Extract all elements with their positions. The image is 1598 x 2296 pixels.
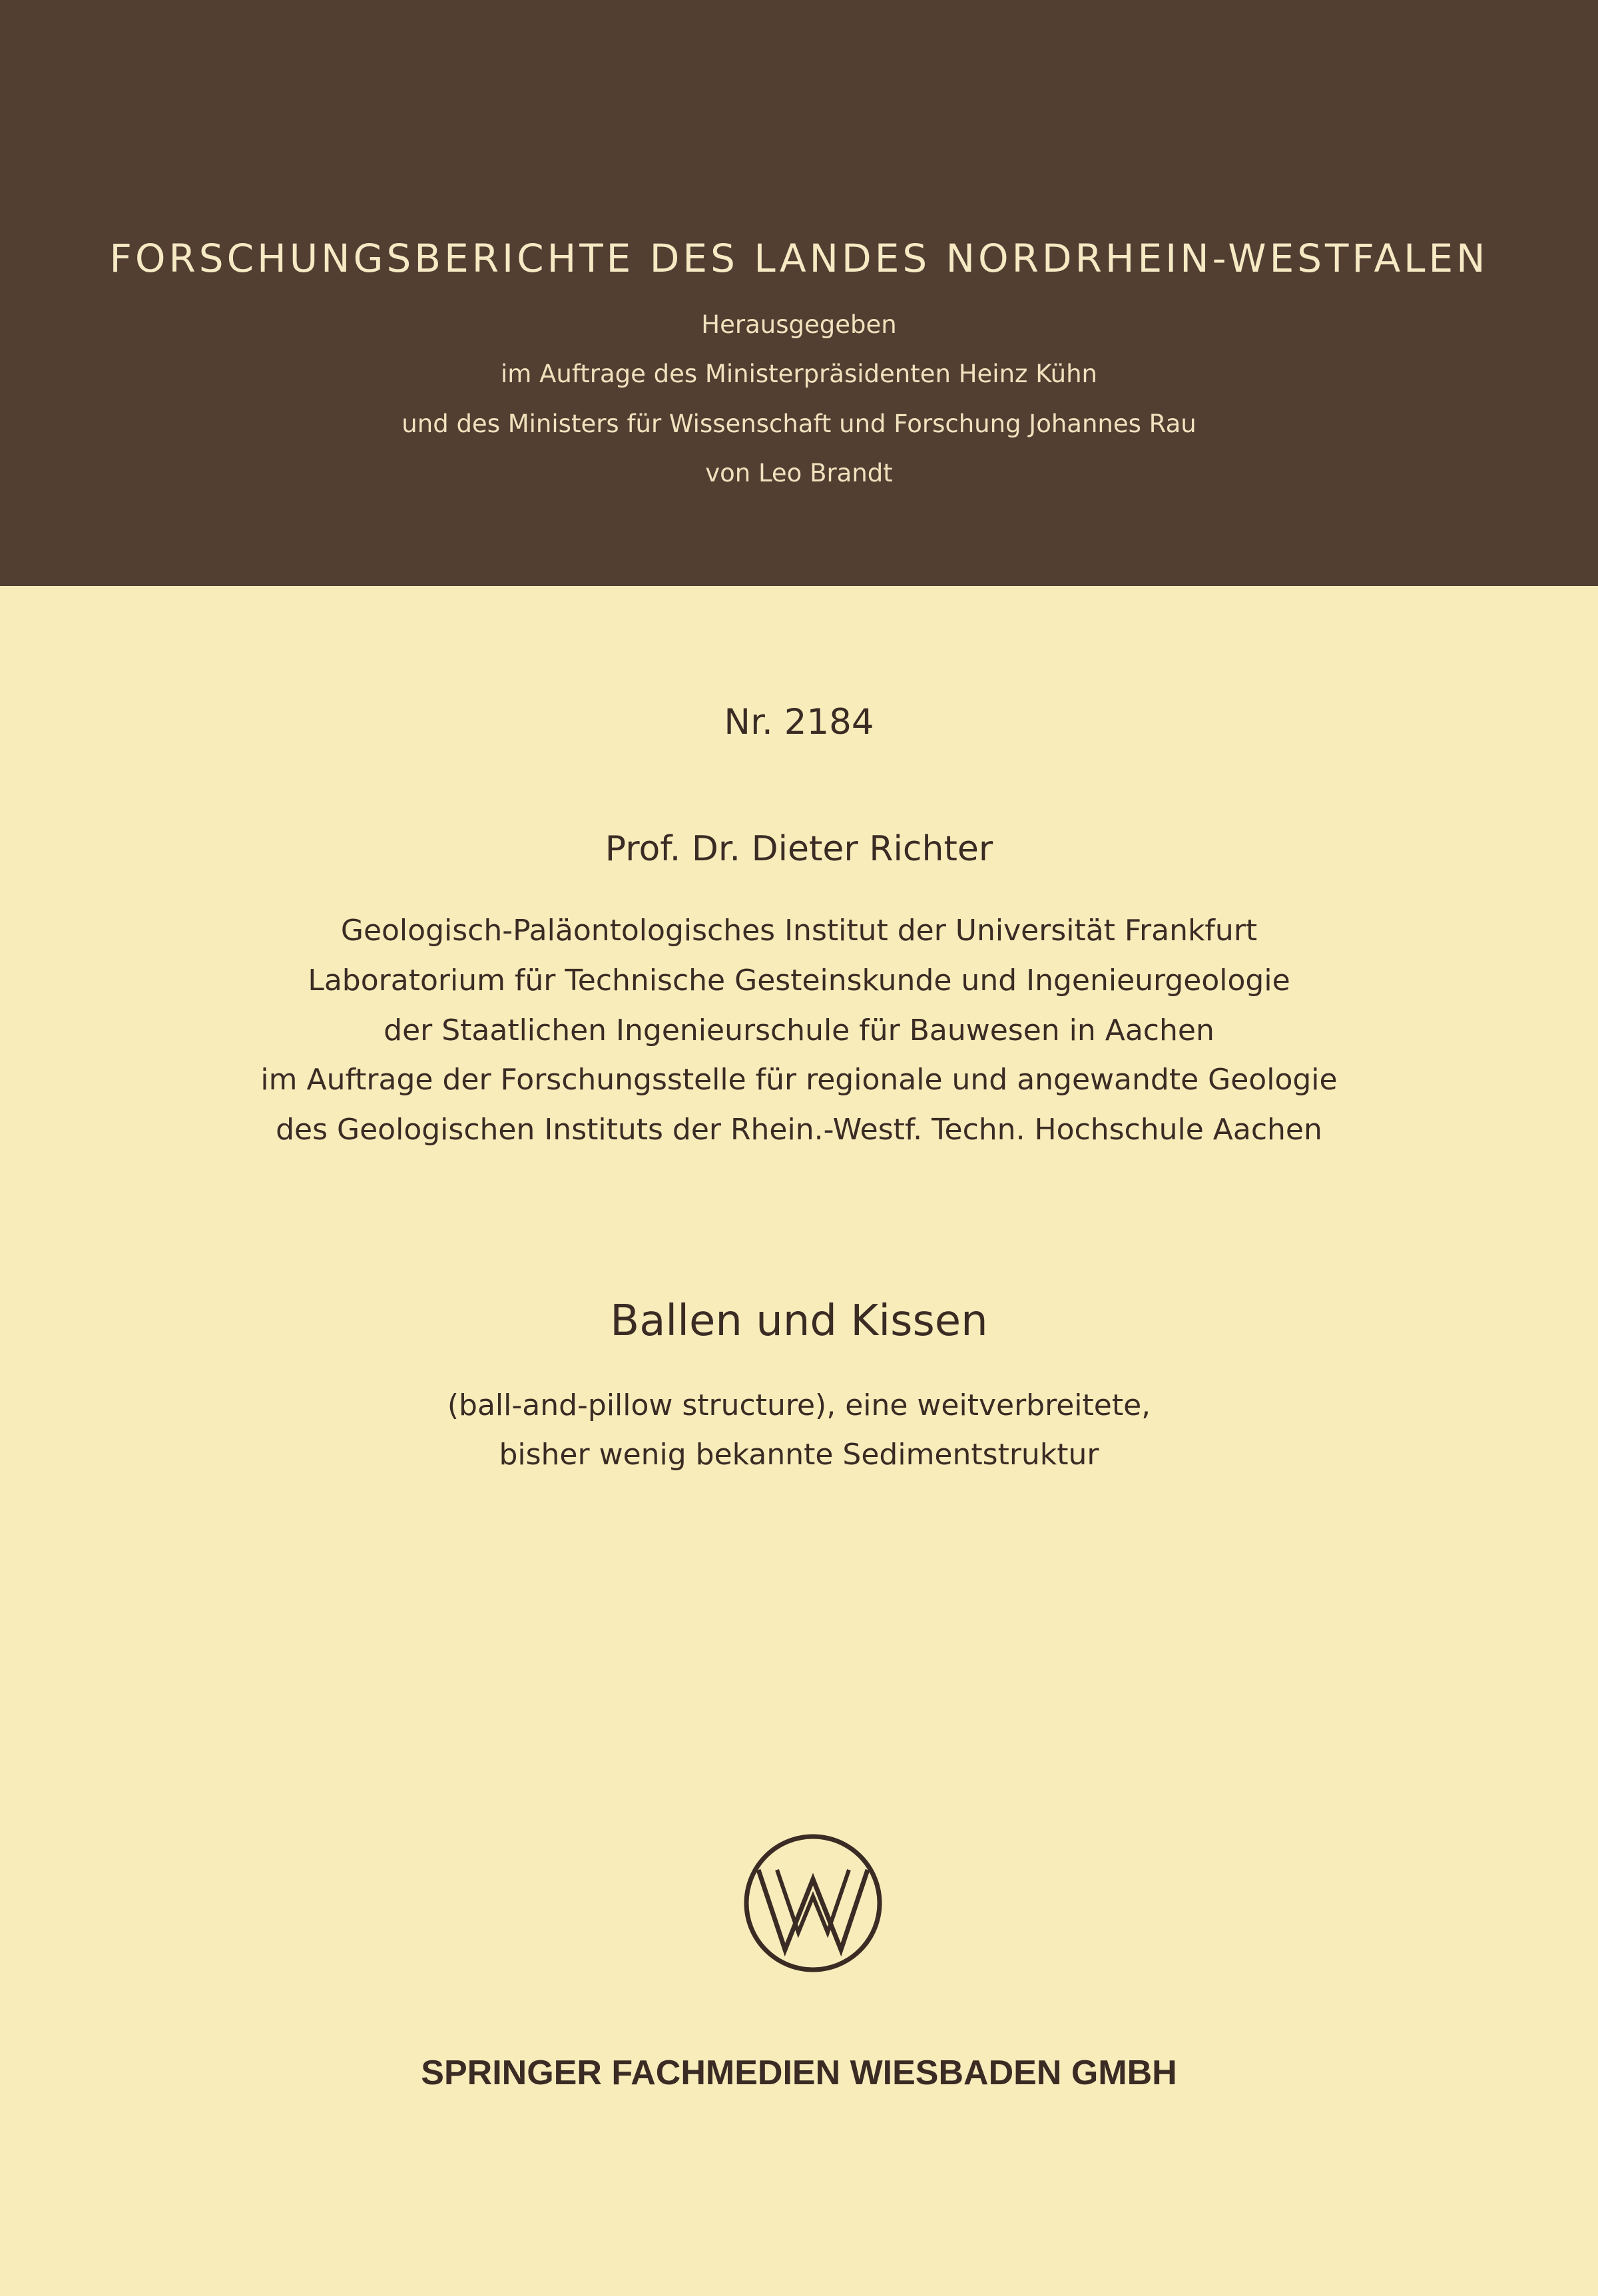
affiliation-line: Geologisch-Paläontologisches Institut der Universität Frankfurt (340, 914, 1258, 948)
publisher-name: SPRINGER FACHMEDIEN WIESBADEN GMBH (421, 2054, 1177, 2092)
series-number: Nr. 2184 (724, 702, 874, 742)
subtitle-line: (ball-and-pillow structure), eine weitverbreitete, (447, 1388, 1151, 1422)
affiliation-line: Laboratorium für Technische Gesteinskunde und Ingenieurgeologie (308, 964, 1290, 998)
editor-line: Herausgegeben (701, 310, 897, 339)
editor-line: und des Ministers für Wissenschaft und Forschung Johannes Rau (401, 410, 1197, 438)
header-band (0, 0, 1598, 586)
editor-line: im Auftrage des Ministerpräsidenten Heinz Kühn (501, 360, 1097, 388)
editor-line: von Leo Brandt (705, 459, 893, 487)
author-name: Prof. Dr. Dieter Richter (605, 829, 993, 869)
affiliation-line: im Auftrage der Forschungsstelle für regionale und angewandte Geologie (260, 1063, 1338, 1097)
affiliation-line: der Staatlichen Ingenieurschule für Bauwesen in Aachen (384, 1013, 1214, 1047)
book-title: Ballen und Kissen (610, 1296, 988, 1346)
wv-logo-icon (742, 1833, 884, 1974)
affiliation-line: des Geologischen Instituts der Rhein.-Westf. Techn. Hochschule Aachen (276, 1113, 1322, 1147)
subtitle-line: bisher wenig bekannte Sedimentstruktur (499, 1438, 1099, 1472)
series-title: FORSCHUNGSBERICHTE DES LANDES NORDRHEIN-WESTFALEN (109, 236, 1489, 281)
